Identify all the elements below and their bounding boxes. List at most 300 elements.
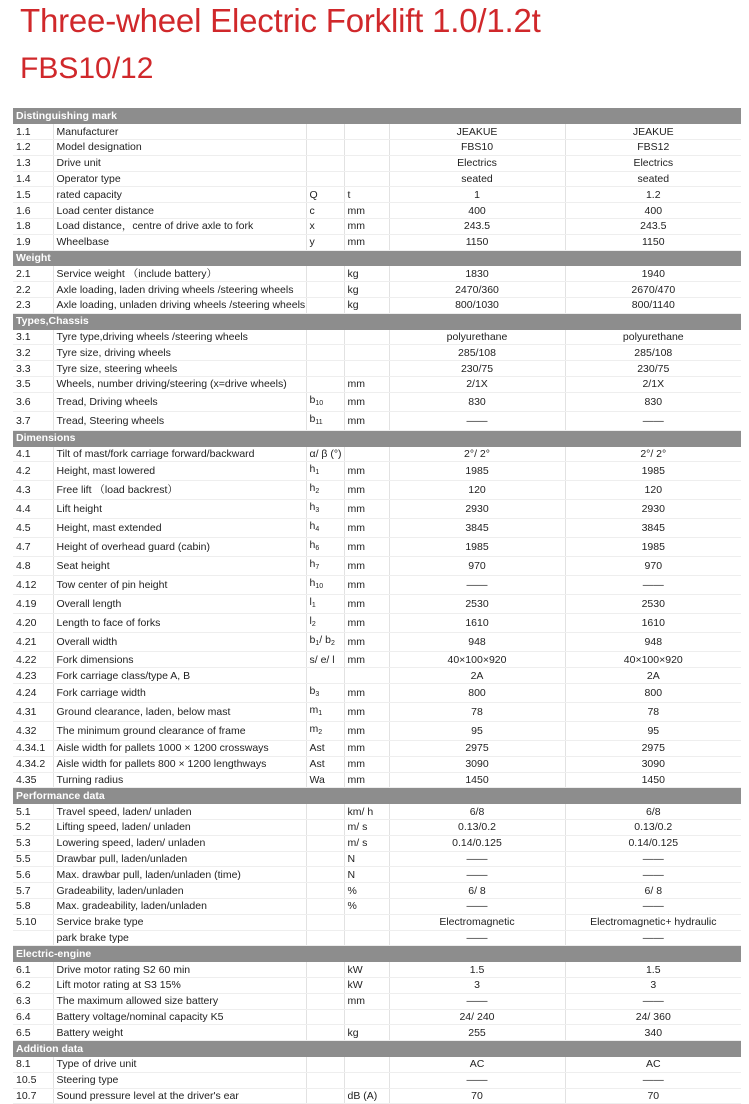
value-fbs10: 800/1030 <box>389 298 565 314</box>
table-row <box>13 557 741 576</box>
value-fbs10: —— <box>389 867 565 883</box>
row-unit: mm <box>344 652 389 668</box>
value-fbs12: 6/8 <box>565 804 741 820</box>
row-number: 6.2 <box>13 977 53 993</box>
row-number: 3.7 <box>13 411 53 430</box>
value-fbs12: 2930 <box>565 500 741 519</box>
value-fbs10: 255 <box>389 1025 565 1041</box>
symbol-text: c <box>309 204 315 217</box>
row-unit: mm <box>344 377 389 393</box>
value-fbs12: —— <box>565 867 741 883</box>
value-fbs12: 0.14/0.125 <box>565 835 741 851</box>
row-item: Wheelbase <box>53 234 306 250</box>
row-unit: dB (A) <box>344 1088 389 1104</box>
value-fbs10: 1150 <box>389 234 565 250</box>
row-symbol <box>306 446 344 462</box>
row-item: Height of overhead guard (cabin) <box>53 538 306 557</box>
row-number: 4.7 <box>13 538 53 557</box>
value-fbs12: seated <box>565 171 741 187</box>
value-fbs10: 70 <box>389 1088 565 1104</box>
symbol-subscript: 1 <box>315 469 320 477</box>
row-number: 1.4 <box>13 171 53 187</box>
table-row <box>13 1088 741 1104</box>
row-item: rated capacity <box>53 187 306 203</box>
row-unit <box>344 668 389 684</box>
table-row <box>13 595 741 614</box>
row-item: Drive motor rating S2 60 min <box>53 962 306 978</box>
row-unit: mm <box>344 614 389 633</box>
row-item: Aisle width for pallets 800 × 1200 lengthways <box>53 756 306 772</box>
row-number: 1.1 <box>13 124 53 140</box>
row-number: 5.6 <box>13 867 53 883</box>
table-row <box>13 1072 741 1088</box>
row-item: Operator type <box>53 171 306 187</box>
section-title: Performance data <box>13 788 741 804</box>
row-symbol <box>306 140 344 156</box>
symbol-text: Wa <box>309 774 325 787</box>
row-item: Max. gradeability, laden/unladen <box>53 899 306 915</box>
value-fbs12: 24/ 360 <box>565 1009 741 1025</box>
value-fbs12: 285/108 <box>565 345 741 361</box>
row-item: Height, mast lowered <box>53 462 306 481</box>
table-row <box>13 633 741 652</box>
value-fbs10: 1830 <box>389 266 565 282</box>
table-row <box>13 835 741 851</box>
value-fbs12: 1150 <box>565 234 741 250</box>
row-unit: mm <box>344 462 389 481</box>
row-unit: m/ s <box>344 820 389 836</box>
row-symbol <box>306 595 344 614</box>
value-fbs12: 3845 <box>565 519 741 538</box>
row-unit: mm <box>344 756 389 772</box>
row-item: The maximum allowed size battery <box>53 993 306 1009</box>
value-fbs12: 1985 <box>565 462 741 481</box>
table-row <box>13 1009 741 1025</box>
value-fbs10: 2470/360 <box>389 282 565 298</box>
value-fbs10: Electrics <box>389 155 565 171</box>
row-number: 1.8 <box>13 219 53 235</box>
section-header <box>13 788 741 804</box>
symbol-text: b <box>309 685 316 698</box>
row-number: 3.6 <box>13 392 53 411</box>
row-symbol <box>306 993 344 1009</box>
value-fbs12: 830 <box>565 392 741 411</box>
value-fbs12: 948 <box>565 633 741 652</box>
value-fbs10: 78 <box>389 703 565 722</box>
value-fbs10: 2/1X <box>389 377 565 393</box>
row-item: Load distance，centre of drive axle to fork <box>53 219 306 235</box>
row-number: 4.19 <box>13 595 53 614</box>
row-unit: % <box>344 883 389 899</box>
row-number: 2.1 <box>13 266 53 282</box>
value-fbs12: —— <box>565 930 741 946</box>
row-unit <box>344 914 389 930</box>
value-fbs10: 0.14/0.125 <box>389 835 565 851</box>
value-fbs10: 6/ 8 <box>389 883 565 899</box>
value-fbs10: —— <box>389 899 565 915</box>
symbol-subscript: 1 <box>315 640 320 648</box>
table-row <box>13 219 741 235</box>
page-title: Three-wheel Electric Forklift 1.0/1.2t <box>20 2 541 39</box>
row-unit: t <box>344 187 389 203</box>
value-fbs12: 2/1X <box>565 377 741 393</box>
value-fbs10: 1985 <box>389 538 565 557</box>
symbol-text: s/ e/ l <box>309 653 335 666</box>
row-number: 6.4 <box>13 1009 53 1025</box>
value-fbs12: 0.13/0.2 <box>565 820 741 836</box>
value-fbs10: 2975 <box>389 741 565 757</box>
value-fbs12: 1.2 <box>565 187 741 203</box>
value-fbs12: FBS12 <box>565 140 741 156</box>
row-symbol <box>306 772 344 788</box>
row-unit: mm <box>344 741 389 757</box>
value-fbs10: seated <box>389 171 565 187</box>
row-number: 10.7 <box>13 1088 53 1104</box>
row-unit: mm <box>344 993 389 1009</box>
row-number: 4.35 <box>13 772 53 788</box>
row-symbol <box>306 234 344 250</box>
value-fbs10: 1610 <box>389 614 565 633</box>
row-symbol <box>306 329 344 345</box>
symbol-text: m <box>309 723 319 736</box>
row-unit: m/ s <box>344 835 389 851</box>
table-row <box>13 203 741 219</box>
row-symbol <box>306 500 344 519</box>
symbol-text: l <box>309 615 312 628</box>
value-fbs12: 1.5 <box>565 962 741 978</box>
row-item: Tread, Driving wheels <box>53 392 306 411</box>
row-item: Service weight （include battery） <box>53 266 306 282</box>
row-item: Lift motor rating at S3 15% <box>53 977 306 993</box>
row-unit: kg <box>344 282 389 298</box>
row-item: Axle loading, unladen driving wheels /steering wheels <box>53 298 306 314</box>
table-row <box>13 772 741 788</box>
symbol-subscript: 6 <box>315 545 320 553</box>
row-item: Tread, Steering wheels <box>53 411 306 430</box>
value-fbs10: 970 <box>389 557 565 576</box>
row-number: 3.1 <box>13 329 53 345</box>
row-symbol <box>306 930 344 946</box>
section-header <box>13 430 741 446</box>
row-symbol <box>306 576 344 595</box>
table-row <box>13 124 741 140</box>
row-number: 4.8 <box>13 557 53 576</box>
row-symbol <box>306 1025 344 1041</box>
value-fbs12: 400 <box>565 203 741 219</box>
row-number: 4.23 <box>13 668 53 684</box>
value-fbs12: 1940 <box>565 266 741 282</box>
table-row <box>13 756 741 772</box>
row-symbol <box>306 1072 344 1088</box>
row-unit: mm <box>344 684 389 703</box>
row-number: 4.31 <box>13 703 53 722</box>
table-row <box>13 703 741 722</box>
value-fbs12: 6/ 8 <box>565 883 741 899</box>
symbol-text: Ast <box>309 758 325 771</box>
row-number: 4.20 <box>13 614 53 633</box>
row-item: Turning radius <box>53 772 306 788</box>
row-symbol <box>306 804 344 820</box>
value-fbs10: 40×100×920 <box>389 652 565 668</box>
value-fbs10: 285/108 <box>389 345 565 361</box>
table-row <box>13 234 741 250</box>
symbol-text: h <box>309 463 316 476</box>
row-item: Fork dimensions <box>53 652 306 668</box>
value-fbs10: AC <box>389 1056 565 1072</box>
value-fbs12: polyurethane <box>565 329 741 345</box>
row-item: Overall length <box>53 595 306 614</box>
value-fbs12: 2975 <box>565 741 741 757</box>
row-symbol <box>306 411 344 430</box>
symbol-subscript: 7 <box>315 564 320 572</box>
row-number: 5.8 <box>13 899 53 915</box>
row-symbol <box>306 538 344 557</box>
symbol-subscript: 1 <box>318 710 323 718</box>
row-symbol <box>306 899 344 915</box>
row-number: 5.1 <box>13 804 53 820</box>
table-row <box>13 899 741 915</box>
value-fbs12: 2°/ 2° <box>565 446 741 462</box>
symbol-text: b <box>309 393 316 406</box>
table-row <box>13 500 741 519</box>
row-item: Drive unit <box>53 155 306 171</box>
row-item: Tyre type,driving wheels /steering wheels <box>53 329 306 345</box>
row-item: Load center distance <box>53 203 306 219</box>
value-fbs10: 1985 <box>389 462 565 481</box>
row-item: Battery weight <box>53 1025 306 1041</box>
table-row <box>13 820 741 836</box>
value-fbs10: 3090 <box>389 756 565 772</box>
row-unit: mm <box>344 633 389 652</box>
table-row <box>13 851 741 867</box>
row-number: 4.12 <box>13 576 53 595</box>
symbol-text: / b <box>319 634 331 647</box>
section-header <box>13 108 741 124</box>
row-item: Model designation <box>53 140 306 156</box>
value-fbs12: 2530 <box>565 595 741 614</box>
value-fbs12: 3090 <box>565 756 741 772</box>
row-number: 4.4 <box>13 500 53 519</box>
value-fbs10: —— <box>389 1072 565 1088</box>
row-number: 8.1 <box>13 1056 53 1072</box>
table-row <box>13 329 741 345</box>
value-fbs12: 800/1140 <box>565 298 741 314</box>
row-item: Tyre size, driving wheels <box>53 345 306 361</box>
row-symbol <box>306 914 344 930</box>
row-symbol <box>306 361 344 377</box>
row-number: 2.3 <box>13 298 53 314</box>
row-symbol <box>306 867 344 883</box>
row-unit: mm <box>344 234 389 250</box>
row-item: Free lift （load backrest） <box>53 481 306 500</box>
row-number: 5.2 <box>13 820 53 836</box>
value-fbs10: —— <box>389 411 565 430</box>
row-item: Steering type <box>53 1072 306 1088</box>
row-symbol <box>306 741 344 757</box>
table-row <box>13 361 741 377</box>
model-subtitle: FBS10/12 <box>20 52 154 85</box>
row-number: 3.3 <box>13 361 53 377</box>
row-item: Drawbar pull, laden/unladen <box>53 851 306 867</box>
row-item: Battery voltage/nominal capacity K5 <box>53 1009 306 1025</box>
row-item: Overall width <box>53 633 306 652</box>
value-fbs12: AC <box>565 1056 741 1072</box>
row-symbol <box>306 187 344 203</box>
row-unit: kg <box>344 266 389 282</box>
value-fbs12: Electrics <box>565 155 741 171</box>
symbol-subscript: 11 <box>315 418 323 426</box>
row-unit: N <box>344 851 389 867</box>
row-number: 1.5 <box>13 187 53 203</box>
row-symbol <box>306 377 344 393</box>
value-fbs10: 95 <box>389 722 565 741</box>
table-row <box>13 914 741 930</box>
table-row <box>13 462 741 481</box>
row-unit: kW <box>344 962 389 978</box>
row-number: 4.32 <box>13 722 53 741</box>
table-row <box>13 377 741 393</box>
value-fbs12: 1610 <box>565 614 741 633</box>
row-unit <box>344 1072 389 1088</box>
value-fbs10: 1450 <box>389 772 565 788</box>
row-number: 4.24 <box>13 684 53 703</box>
value-fbs12: 2670/470 <box>565 282 741 298</box>
row-number: 4.34.2 <box>13 756 53 772</box>
row-symbol <box>306 266 344 282</box>
row-number: 1.2 <box>13 140 53 156</box>
row-unit: mm <box>344 203 389 219</box>
row-item: The minimum ground clearance of frame <box>53 722 306 741</box>
table-row <box>13 481 741 500</box>
table-row <box>13 722 741 741</box>
row-unit <box>344 124 389 140</box>
table-row <box>13 155 741 171</box>
section-header <box>13 250 741 266</box>
value-fbs10: 0.13/0.2 <box>389 820 565 836</box>
row-number: 5.5 <box>13 851 53 867</box>
value-fbs12: Electromagnetic+ hydraulic <box>565 914 741 930</box>
symbol-text: h <box>309 539 316 552</box>
section-title: Distinguishing mark <box>13 108 741 124</box>
row-unit: mm <box>344 500 389 519</box>
symbol-subscript: 1 <box>311 602 316 610</box>
symbol-text: α/ β (°) <box>309 448 342 461</box>
row-item: Lowering speed, laden/ unladen <box>53 835 306 851</box>
row-number: 4.22 <box>13 652 53 668</box>
table-row <box>13 668 741 684</box>
row-symbol <box>306 820 344 836</box>
symbol-subscript: 2 <box>318 729 323 737</box>
section-title: Weight <box>13 250 741 266</box>
row-unit <box>344 140 389 156</box>
row-item: Travel speed, laden/ unladen <box>53 804 306 820</box>
row-symbol <box>306 557 344 576</box>
value-fbs12: 3 <box>565 977 741 993</box>
value-fbs12: 1985 <box>565 538 741 557</box>
value-fbs12: 78 <box>565 703 741 722</box>
row-unit: mm <box>344 576 389 595</box>
row-symbol <box>306 703 344 722</box>
row-item: Tow center of pin height <box>53 576 306 595</box>
table-row <box>13 883 741 899</box>
row-symbol <box>306 298 344 314</box>
row-item: park brake type <box>53 930 306 946</box>
row-number <box>13 930 53 946</box>
row-item: Max. drawbar pull, laden/unladen (time) <box>53 867 306 883</box>
table-row <box>13 962 741 978</box>
row-unit: mm <box>344 411 389 430</box>
value-fbs10: 243.5 <box>389 219 565 235</box>
row-number: 4.21 <box>13 633 53 652</box>
table-row <box>13 1056 741 1072</box>
row-symbol <box>306 962 344 978</box>
symbol-text: Q <box>309 188 318 201</box>
value-fbs12: 95 <box>565 722 741 741</box>
row-symbol <box>306 124 344 140</box>
table-row <box>13 140 741 156</box>
row-number: 4.34.1 <box>13 741 53 757</box>
symbol-subscript: 4 <box>315 526 320 534</box>
value-fbs10: 120 <box>389 481 565 500</box>
value-fbs10: 948 <box>389 633 565 652</box>
value-fbs10: Electromagnetic <box>389 914 565 930</box>
row-item: Manufacturer <box>53 124 306 140</box>
value-fbs12: 2A <box>565 668 741 684</box>
symbol-text: b <box>309 412 316 425</box>
table-row <box>13 392 741 411</box>
symbol-subscript: 10 <box>315 399 324 407</box>
row-symbol <box>306 345 344 361</box>
row-item: Fork carriage width <box>53 684 306 703</box>
row-item: Seat height <box>53 557 306 576</box>
value-fbs10: 6/8 <box>389 804 565 820</box>
table-row <box>13 993 741 1009</box>
value-fbs10: 3845 <box>389 519 565 538</box>
symbol-text: x <box>309 220 315 233</box>
section-header <box>13 946 741 962</box>
symbol-subscript: 2 <box>311 621 316 629</box>
value-fbs10: 230/75 <box>389 361 565 377</box>
row-symbol <box>306 219 344 235</box>
table-row <box>13 298 741 314</box>
symbol-text: h <box>309 501 316 514</box>
row-symbol <box>306 282 344 298</box>
table-row <box>13 171 741 187</box>
row-unit: kg <box>344 1025 389 1041</box>
value-fbs12: JEAKUE <box>565 124 741 140</box>
row-unit <box>344 1009 389 1025</box>
row-number: 4.1 <box>13 446 53 462</box>
value-fbs10: 2530 <box>389 595 565 614</box>
row-item: Lifting speed, laden/ unladen <box>53 820 306 836</box>
symbol-subscript: 2 <box>315 488 320 496</box>
row-item: Tilt of mast/fork carriage forward/backward <box>53 446 306 462</box>
symbol-text: l <box>309 596 312 609</box>
row-symbol <box>306 1088 344 1104</box>
value-fbs12: 970 <box>565 557 741 576</box>
row-number: 1.3 <box>13 155 53 171</box>
row-number: 5.3 <box>13 835 53 851</box>
symbol-subscript: 3 <box>315 691 320 699</box>
value-fbs10: 24/ 240 <box>389 1009 565 1025</box>
row-unit: mm <box>344 595 389 614</box>
table-row <box>13 266 741 282</box>
row-unit: mm <box>344 703 389 722</box>
value-fbs12: 1450 <box>565 772 741 788</box>
value-fbs10: —— <box>389 930 565 946</box>
value-fbs10: 400 <box>389 203 565 219</box>
value-fbs12: —— <box>565 899 741 915</box>
